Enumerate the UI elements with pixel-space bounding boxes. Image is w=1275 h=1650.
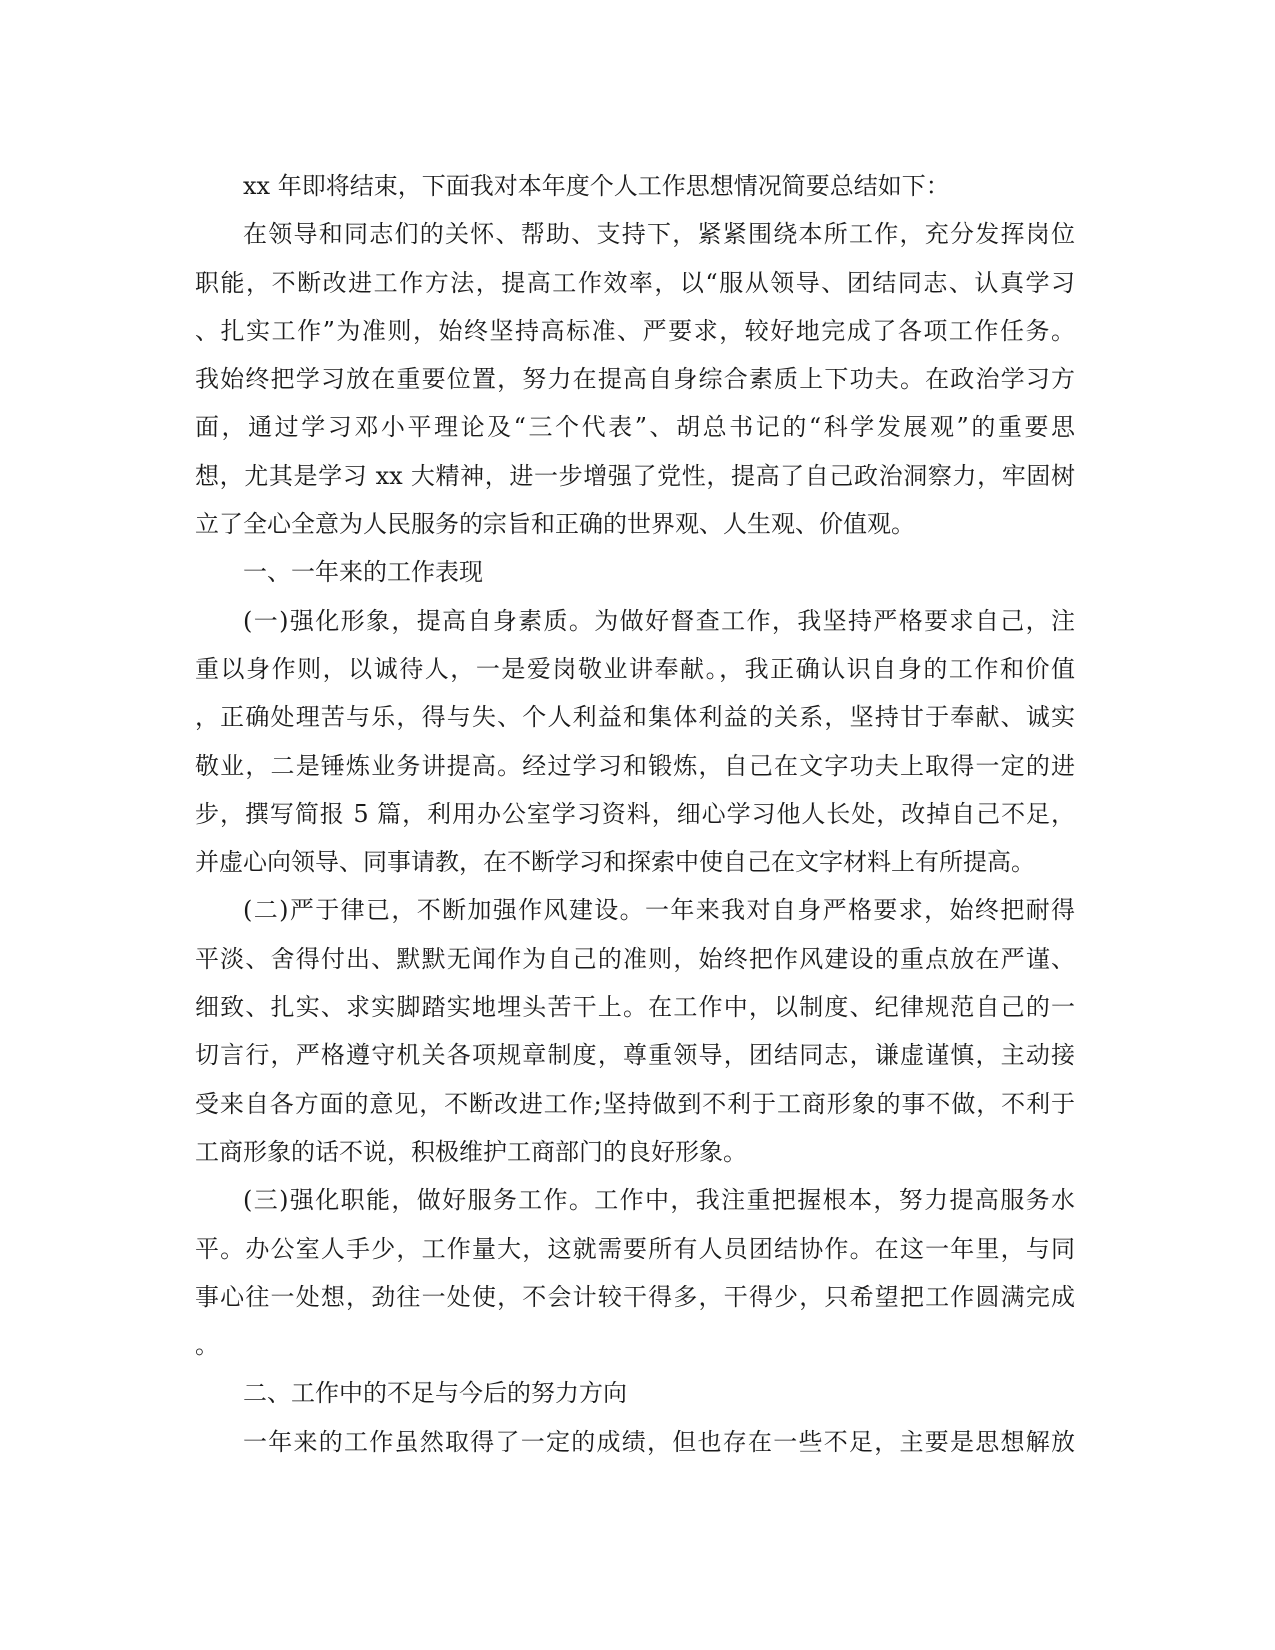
text-line: 敬业，二是锤炼业务讲提高。经过学习和锻炼，自己在文字功夫上取得一定的进 (195, 751, 1075, 780)
text-line: 我始终把学习放在重要位置，努力在提高自身综合素质上下功夫。在政治学习方 (195, 365, 1075, 394)
text-line: 想，尤其是学习 xx 大精神，进一步增强了党性，提高了自己政治洞察力，牢固树 (195, 461, 1075, 490)
text-line: 面，通过学习邓小平理论及“三个代表”、胡总书记的“科学发展观”的重要思 (195, 413, 1075, 442)
text-line: 细致、扎实、求实脚踏实地埋头苦干上。在工作中，以制度、纪律规范自己的一 (195, 993, 1075, 1022)
text-line: xx 年即将结束，下面我对本年度个人工作思想情况简要总结如下： (243, 172, 950, 200)
text-line: 一、一年来的工作表现 (243, 558, 483, 587)
text-line: 步，撰写简报 5 篇，利用办公室学习资料，细心学习他人长处，改掉自己不足， (195, 799, 1075, 828)
text-line: 事心往一处想，劲往一处使，不会计较干得多，干得少，只希望把工作圆满完成 (195, 1282, 1075, 1311)
text-line: 工商形象的话不说，积极维护工商部门的良好形象。 (195, 1137, 747, 1166)
text-line: (一)强化形象，提高自身素质。为做好督查工作，我坚持严格要求自己，注 (243, 606, 1075, 635)
text-line: 二、工作中的不足与今后的努力方向 (243, 1379, 627, 1408)
text-line: 切言行，严格遵守机关各项规章制度，尊重领导，团结同志，谦虚谨慎，主动接 (195, 1041, 1075, 1070)
text-line: 。 (195, 1331, 219, 1360)
text-line: 一年来的工作虽然取得了一定的成绩，但也存在一些不足，主要是思想解放 (243, 1427, 1075, 1456)
document-body (195, 162, 1075, 1466)
text-line: 并虚心向领导、同事请教，在不断学习和探索中使自己在文字材料上有所提高。 (195, 848, 1035, 877)
text-line: (二)严于律已，不断加强作风建设。一年来我对自身严格要求，始终把耐得 (243, 896, 1075, 925)
text-line: ，正确处理苦与乐，得与失、个人利益和集体利益的关系，坚持甘于奉献、诚实 (195, 703, 1075, 732)
text-line: 立了全心全意为人民服务的宗旨和正确的世界观、人生观、价值观。 (195, 510, 915, 539)
text-line: 平淡、舍得付出、默默无闻作为自己的准则，始终把作风建设的重点放在严谨、 (195, 944, 1075, 973)
text-line: 职能，不断改进工作方法，提高工作效率，以“服从领导、团结同志、认真学习 (195, 268, 1075, 297)
text-line: 受来自各方面的意见，不断改进工作;坚持做到不利于工商形象的事不做，不利于 (195, 1089, 1075, 1118)
text-line: (三)强化职能，做好服务工作。工作中，我注重把握根本，努力提高服务水 (243, 1186, 1075, 1215)
text-line: 、扎实工作”为准则，始终坚持高标准、严要求，较好地完成了各项工作任务。 (195, 316, 1075, 345)
text-line: 重以身作则，以诚待人，一是爱岗敬业讲奉献。，我正确认识自身的工作和价值 (195, 654, 1075, 683)
text-line: 在领导和同志们的关怀、帮助、支持下，紧紧围绕本所工作，充分发挥岗位 (243, 220, 1075, 249)
text-line: 平。办公室人手少，工作量大，这就需要所有人员团结协作。在这一年里，与同 (195, 1234, 1075, 1263)
